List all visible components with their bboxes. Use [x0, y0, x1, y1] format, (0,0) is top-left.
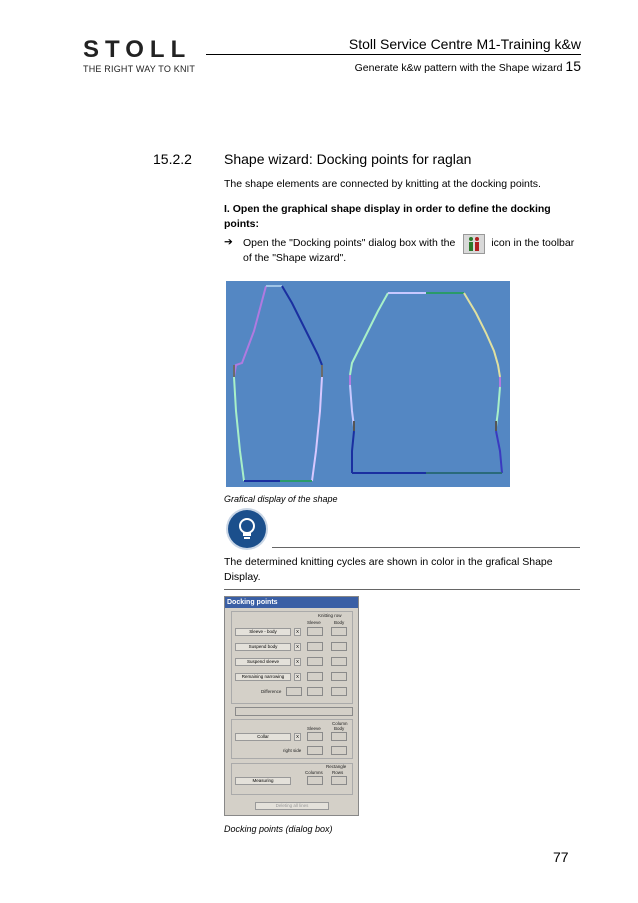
- suspend-sleeve-x-button[interactable]: X: [295, 659, 299, 664]
- rectangle-label: Rectangle: [326, 764, 347, 769]
- difference-field-2[interactable]: [307, 687, 323, 696]
- tip-rule-top: [272, 547, 580, 548]
- figure2-caption: Docking points (dialog box): [224, 824, 333, 834]
- measuring-button[interactable]: Measuring: [235, 777, 291, 785]
- rectangle-columns-field[interactable]: [307, 776, 323, 785]
- sleeve-body-x-button[interactable]: X: [295, 629, 299, 634]
- section-number: 15.2.2: [153, 151, 192, 167]
- suspend-body-sleeve-field[interactable]: [307, 642, 323, 651]
- remaining-narrowing-x-button[interactable]: X: [295, 674, 299, 679]
- rectangle-rows-field[interactable]: [331, 776, 347, 785]
- collar-x-button[interactable]: X: [295, 734, 299, 739]
- sleeve-column-label: Sleeve: [307, 620, 321, 625]
- remaining-narrowing-body-field[interactable]: [331, 672, 347, 681]
- collar-sleeve-field[interactable]: [307, 732, 323, 741]
- difference-field-1[interactable]: [286, 687, 302, 696]
- logo-tagline: THE RIGHT WAY TO KNIT: [83, 64, 196, 74]
- dialog-title: Docking points: [225, 597, 358, 608]
- tip-rule-bottom: [224, 589, 580, 590]
- docking-points-dialog: [224, 596, 359, 816]
- instruction-step: Open the "Docking points" dialog box with the icon in the toolbar of the "Shape wizard".: [243, 237, 575, 264]
- sleeve-body-sleeve-field[interactable]: [307, 627, 323, 636]
- sleeve-body-button[interactable]: Sleeve - body: [235, 628, 291, 636]
- instruction-heading: I. Open the graphical shape display in order to define the docking points:: [224, 203, 551, 230]
- suspend-body-button[interactable]: Suspend body: [235, 643, 291, 651]
- delete-all-lines-button[interactable]: Deleting all lines: [255, 802, 329, 810]
- header-rule: [206, 54, 581, 55]
- lightbulb-icon: [228, 510, 266, 548]
- document-title: Stoll Service Centre M1-Training k&w: [348, 36, 581, 52]
- chapter-number: 15: [565, 58, 581, 74]
- page-number: 77: [553, 849, 569, 865]
- remaining-narrowing-sleeve-field[interactable]: [307, 672, 323, 681]
- stoll-logo: STOLL: [83, 36, 192, 63]
- right-side-label: right side: [283, 748, 302, 753]
- rows-label: Rows: [332, 770, 344, 775]
- shape-outline-graphic: [226, 281, 510, 487]
- collar-button[interactable]: Collar: [235, 733, 291, 741]
- sleeve-body-body-field[interactable]: [331, 627, 347, 636]
- docking-points-icon: [463, 234, 485, 254]
- status-field: [235, 707, 353, 716]
- difference-label: Difference: [261, 689, 282, 694]
- right-side-sleeve-field[interactable]: [307, 746, 323, 755]
- right-side-body-field[interactable]: [331, 746, 347, 755]
- tip-text: The determined knitting cycles are shown in color in the grafical Shape Display.: [224, 556, 553, 583]
- difference-field-3[interactable]: [331, 687, 347, 696]
- shape-display-figure: [226, 281, 510, 487]
- suspend-sleeve-button[interactable]: Suspend sleeve: [235, 658, 291, 666]
- columns-label: Columns: [305, 770, 323, 775]
- knitting-row-label: Knitting row: [318, 613, 342, 618]
- collar-body-field[interactable]: [331, 732, 347, 741]
- figure1-caption: Grafical display of the shape: [224, 494, 338, 504]
- suspend-sleeve-sleeve-field[interactable]: [307, 657, 323, 666]
- document-subtitle: Generate k&w pattern with the Shape wizard 15: [354, 58, 581, 74]
- remaining-narrowing-button[interactable]: Remaining narrowing: [235, 673, 291, 681]
- body-column-label: Body: [334, 620, 345, 625]
- suspend-sleeve-body-field[interactable]: [331, 657, 347, 666]
- section-title: Shape wizard: Docking points for raglan: [224, 151, 472, 167]
- suspend-body-body-field[interactable]: [331, 642, 347, 651]
- collar-sleeve-label: Sleeve: [307, 726, 321, 731]
- intro-paragraph: The shape elements are connected by knitting at the docking points.: [224, 178, 541, 190]
- column-label: Column: [332, 721, 348, 726]
- arrow-bullet-icon: ➔: [224, 236, 233, 248]
- suspend-body-x-button[interactable]: X: [295, 644, 299, 649]
- collar-body-label: Body: [334, 726, 345, 731]
